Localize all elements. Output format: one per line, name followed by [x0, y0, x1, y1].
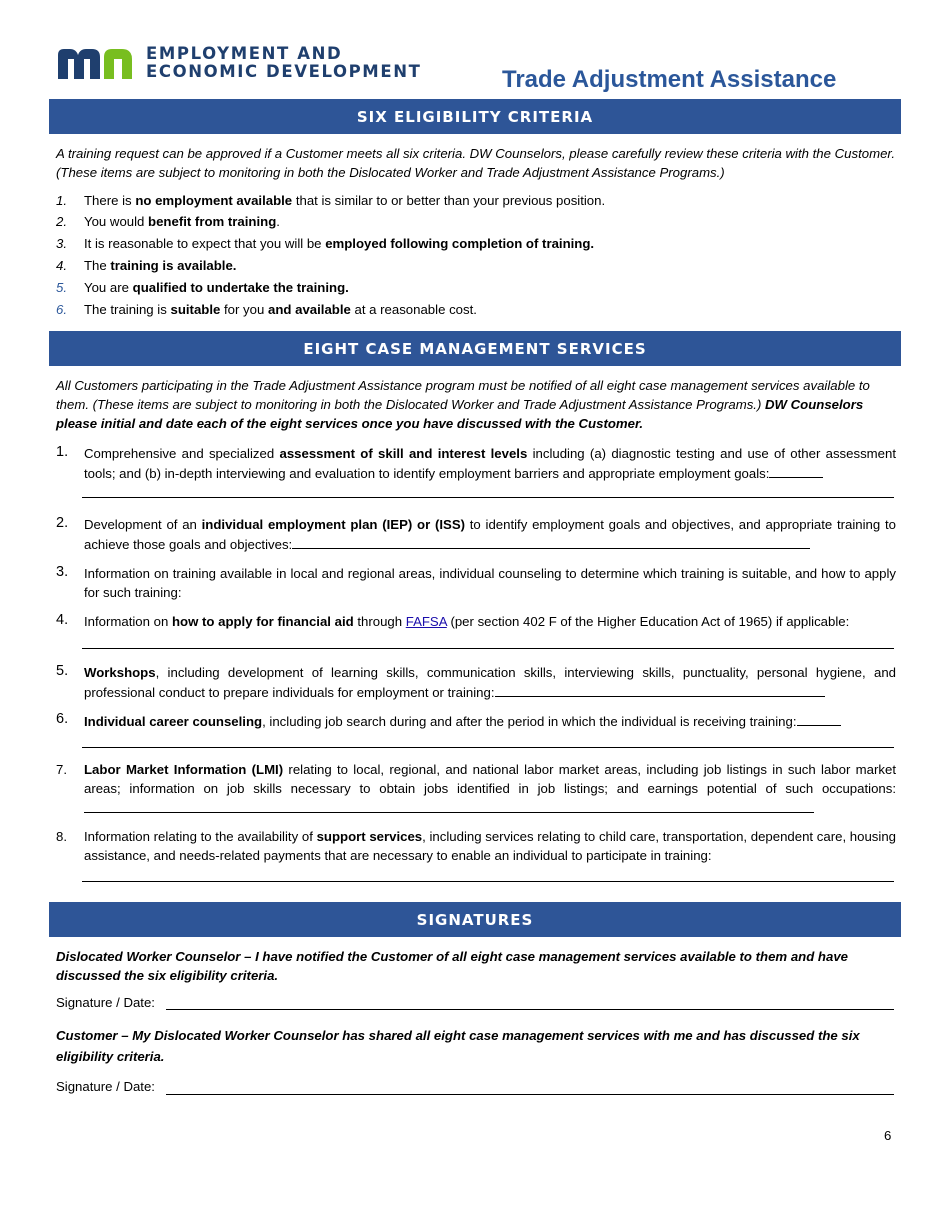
page-number: 6: [884, 1128, 892, 1143]
service-5: 5. Workshops, including development of learning skills, communication skills, interviewing skills, punctuality, personal hygiene, and professional conduct to prepare individuals for employment or training:: [56, 663, 896, 700]
document-title: Trade Adjustment Assistance: [502, 66, 837, 93]
initial-date-field-4[interactable]: [82, 648, 894, 649]
signatures-heading: SIGNATURES: [416, 910, 534, 929]
criterion-5: 5. You are qualified to undertake the training.: [56, 280, 349, 295]
criterion-6: 6. The training is suitable for you and available at a reasonable cost.: [56, 302, 477, 317]
criterion-1: 1. There is no employment available that is similar to or better than your previous position.: [56, 193, 606, 208]
services-banner: [49, 331, 901, 366]
service-4: 4. Information on how to apply for financial aid through FAFSA (per section 402 F of the Higher Education Act of 1965) if applicable:: [56, 612, 850, 629]
service-8: 8. Information relating to the availability of support services, including services relating to child care, transportation, dependent care, housing assistance, and needs-related payments that are necessary to enable an individual to participate in training:: [56, 829, 896, 863]
counselor-signature-field[interactable]: [166, 1009, 894, 1010]
agency-name: [146, 45, 421, 81]
initial-date-field-1a[interactable]: [769, 463, 823, 478]
customer-signature-field[interactable]: [166, 1094, 894, 1095]
agency-logo: [56, 45, 456, 85]
customer-signature-label: Signature / Date:: [56, 1079, 155, 1094]
criterion-4: 4. The training is available.: [56, 258, 237, 273]
counselor-statement: Dislocated Worker Counselor – I have notified the Customer of all eight case management services available to them and have discussed the six eligibility criteria.: [56, 949, 848, 983]
service-7: 7. Labor Market Information (LMI) relating to local, regional, and national labor market areas, including job listings in such labor market areas; information on job skills necessary to obtain jobs identified in job listings; and earnings potential of such occupations:: [56, 760, 896, 818]
initial-date-field-6[interactable]: [82, 747, 894, 748]
initial-date-field-1[interactable]: [82, 497, 894, 498]
counselor-signature-label: Signature / Date:: [56, 995, 155, 1010]
initial-date-field-2[interactable]: [292, 534, 810, 549]
initial-date-field-5[interactable]: [495, 682, 825, 697]
criteria-banner: [49, 99, 901, 134]
criterion-3: 3. It is reasonable to expect that you will be employed following completion of training.: [56, 236, 595, 251]
mn-logo-icon: [56, 45, 138, 81]
agency-name-line2: ECONOMIC DEVELOPMENT: [146, 62, 422, 81]
services-intro: All Customers participating in the Trade Adjustment Assistance program must be notified of all eight case management services available to them. (These items are subject to monitoring in both the Dislocated Worker and Trade Adjustment Assistance Programs.) DW Counselors please initial and date each of the eight services once you have discussed with the Customer.: [56, 378, 870, 431]
service-2: 2. Development of an individual employment plan (IEP) or (ISS) to identify employment goals and objectives, and appropriate training to achieve those goals and objectives:: [56, 515, 896, 552]
service-6: 6. Individual career counseling, including job search during and after the period in which the individual is receiving training:: [56, 711, 896, 731]
initial-date-field-8[interactable]: [82, 881, 894, 882]
criteria-heading: SIX ELIGIBILITY CRITERIA: [356, 107, 594, 126]
fafsa-link[interactable]: FAFSA: [405, 614, 447, 629]
initial-date-field-7[interactable]: [84, 798, 814, 813]
service-1: 1. Comprehensive and specialized assessment of skill and interest levels including (a) diagnostic testing and use of other assessment tools; and (b) in-depth interviewing and evaluation to identify employment barriers and appropriate employment goals:: [56, 444, 896, 481]
customer-statement: Customer – My Dislocated Worker Counselor has shared all eight case management services with me and has discussed the six eligibility criteria.: [56, 1028, 860, 1064]
criteria-intro: A training request can be approved if a Customer meets all six criteria. DW Counselors, please carefully review these criteria with the Customer. (These items are subject to monitoring in both the Dislocated Worker and Trade Adjustment Assistance Programs.): [56, 146, 895, 180]
agency-name-line1: EMPLOYMENT AND: [146, 44, 343, 63]
signatures-banner: [49, 902, 901, 937]
services-heading: EIGHT CASE MANAGEMENT SERVICES: [303, 339, 647, 358]
service-3: 3. Information on training available in local and regional areas, individual counseling to determine which training is suitable, and how to apply for such training:: [56, 564, 896, 600]
criterion-2: 2. You would benefit from training.: [56, 214, 280, 229]
initial-date-field-6a[interactable]: [797, 711, 841, 726]
